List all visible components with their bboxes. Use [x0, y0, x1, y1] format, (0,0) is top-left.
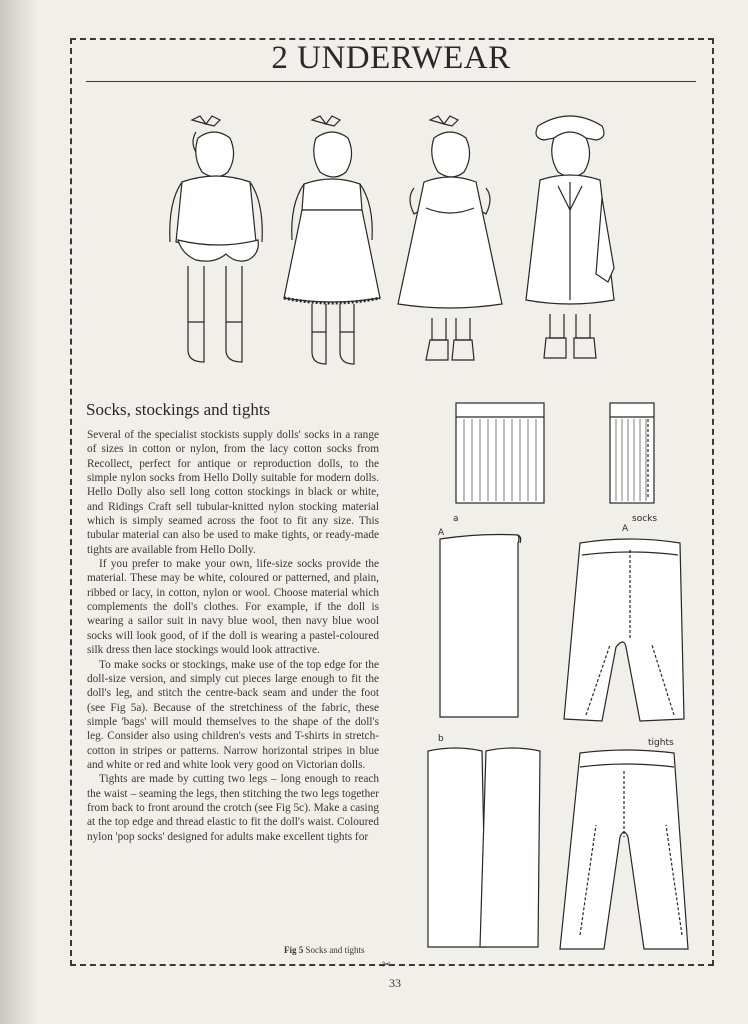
flat-stocking-pattern: [440, 535, 519, 718]
paragraph: If you prefer to make your own, life-size socks provide the material. These may be white, coloured or patterned, and plain, ribbed or lacy, in cotton, nylon or wool. Choose material which complements the doll's clothes. For example, if the doll is wearing a sailor suit in navy blue wool, then navy blue wool socks will look good, of if the doll is wearing a pastel-coloured silk dress then lace stockings would look attractive.: [87, 558, 379, 657]
section-heading: Socks, stockings and tights: [86, 400, 271, 419]
doll-petticoat: [284, 116, 380, 364]
tights-pattern-upper: [564, 539, 684, 721]
chapter-title: 2 UNDERWEAR: [271, 40, 511, 76]
label-b: b: [438, 734, 444, 744]
doll-smocked-dress: [398, 116, 502, 360]
large-sock-pattern: [456, 403, 544, 503]
label-tights: tights: [648, 738, 674, 748]
paragraph: Several of the specialist stockists supply dolls' socks in a range of sizes in cotton or nylon, from the lacy cotton socks from Recollect, perfect for antique or reproduction dolls, to the simple nylon socks from Hello Dolly suitable for modern dolls. Hello Dolly also sell long cotton stockings in black or white, and Ridings Craft sell tubular-knitted nylon stocking material which is simply seamed across the foot to fit any size. This tubular material can also be used to make tights, or ready-made tights are available from Hello Dolly.: [87, 429, 379, 556]
fig5-patterns: [420, 395, 705, 960]
figure-caption-label: Fig 5: [284, 945, 304, 955]
page-number: 33: [389, 976, 401, 990]
label-socks: socks: [632, 514, 658, 524]
body-text: [87, 428, 379, 844]
page-gutter-shadow: [0, 0, 40, 1024]
marker-A-right: A: [622, 524, 629, 534]
scissors-icon: ✂: [382, 958, 392, 971]
tights-pattern-lower: [560, 750, 688, 949]
title-rule: [86, 81, 696, 82]
marker-A-left: A: [438, 528, 445, 538]
doll-coat-beret: [526, 116, 614, 358]
label-a: a: [453, 514, 459, 524]
dolls-illustration: [150, 108, 630, 380]
doll-vest-bloomers: [170, 116, 263, 362]
paragraph: Tights are made by cutting two legs – long enough to reach the waist – seaming the legs, then stitching the two legs together from back to front around the crotch (see Fig 5c). Make a casing at the top edge and thread elastic to fit the doll's waist. Coloured nylon 'pop socks' designed for adults make excellent tights for: [87, 773, 379, 843]
figure-caption: [284, 945, 365, 955]
tube-legs-pattern: [428, 748, 540, 947]
paragraph: To make socks or stockings, make use of the top edge for the doll-size version, and simply cut pieces large enough to fit the doll's leg, and stitch the centre-back seam and under the foot (see Fig 5a). Because of the stretchiness of the fabric, these simple 'bags' will mould themselves to the shape of the doll's leg. Consider also using children's vests and T-shirts in stretch-cotton in stripes or patterns. Narrow horizontal stripes in blue and white or red and white look very good on Victorian dolls.: [87, 658, 379, 771]
figure-caption-text: Socks and tights: [305, 945, 365, 955]
small-sock-pattern: [610, 403, 654, 503]
